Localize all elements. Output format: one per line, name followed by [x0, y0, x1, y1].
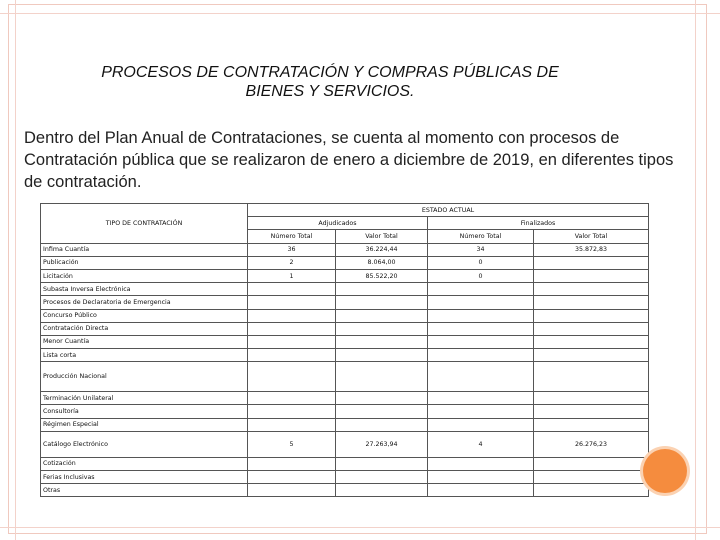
cell-adjudicados-numero: [248, 309, 336, 322]
cell-finalizados-numero: [428, 471, 534, 484]
cell-finalizados-numero: [428, 349, 534, 362]
cell-tipo: Contratación Directa: [41, 322, 248, 335]
cell-finalizados-numero: 34: [428, 243, 534, 256]
table-row: [41, 431, 649, 457]
cell-finalizados-numero: [428, 405, 534, 418]
table-row: [41, 283, 649, 296]
cell-tipo: Cotización: [41, 457, 248, 470]
table-row: [41, 405, 649, 418]
cell-finalizados-numero: 4: [428, 431, 534, 457]
cell-tipo: Menor Cuantía: [41, 335, 248, 348]
cell-finalizados-numero: 0: [428, 269, 534, 282]
cell-adjudicados-valor: [336, 283, 428, 296]
cell-finalizados-numero: [428, 322, 534, 335]
col-valor-adjudicados: Valor Total: [336, 230, 428, 243]
cell-adjudicados-numero: [248, 335, 336, 348]
cell-adjudicados-numero: [248, 362, 336, 392]
contracting-table: [40, 203, 649, 497]
page-title-line2: BIENES Y SERVICIOS.: [245, 83, 415, 100]
cell-adjudicados-numero: [248, 283, 336, 296]
cell-tipo: Procesos de Declaratoria de Emergencia: [41, 296, 248, 309]
cell-finalizados-numero: [428, 457, 534, 470]
cell-adjudicados-numero: [248, 392, 336, 405]
cell-adjudicados-numero: [248, 405, 336, 418]
cell-adjudicados-numero: [248, 296, 336, 309]
cell-finalizados-valor: [534, 457, 649, 470]
cell-tipo: Otras: [41, 484, 248, 497]
cell-adjudicados-valor: [336, 405, 428, 418]
header-tipo: TIPO DE CONTRATACIÓN: [41, 204, 248, 244]
cell-adjudicados-valor: [336, 309, 428, 322]
cell-finalizados-valor: [534, 471, 649, 484]
cell-tipo: Licitación: [41, 269, 248, 282]
cell-finalizados-valor: 35.872,83: [534, 243, 649, 256]
cell-tipo: Terminación Unilateral: [41, 392, 248, 405]
table-row: [41, 484, 649, 497]
cell-tipo: Concurso Público: [41, 309, 248, 322]
cell-adjudicados-valor: [336, 362, 428, 392]
table-row: [41, 392, 649, 405]
cell-adjudicados-numero: [248, 349, 336, 362]
frame-rule-top: [0, 13, 720, 14]
cell-finalizados-valor: [534, 335, 649, 348]
table-row: [41, 335, 649, 348]
cell-tipo: Producción Nacional: [41, 362, 248, 392]
cell-tipo: Catálogo Electrónico: [41, 431, 248, 457]
cell-finalizados-valor: [534, 405, 649, 418]
cell-adjudicados-numero: 5: [248, 431, 336, 457]
cell-finalizados-numero: [428, 309, 534, 322]
table-row: [41, 256, 649, 269]
cell-finalizados-numero: [428, 362, 534, 392]
cell-finalizados-numero: 0: [428, 256, 534, 269]
cell-finalizados-numero: [428, 335, 534, 348]
cell-adjudicados-valor: [336, 457, 428, 470]
cell-tipo: Ferias Inclusivas: [41, 471, 248, 484]
table-body: [41, 243, 649, 497]
page-title-line1: PROCESOS DE CONTRATACIÓN Y COMPRAS PÚBLICAS DE: [101, 64, 559, 81]
cell-adjudicados-valor: [336, 392, 428, 405]
cell-adjudicados-valor: [336, 335, 428, 348]
cell-finalizados-valor: [534, 283, 649, 296]
col-numero-adjudicados: Número Total: [248, 230, 336, 243]
cell-adjudicados-numero: [248, 471, 336, 484]
table-row: [41, 471, 649, 484]
cell-finalizados-numero: [428, 392, 534, 405]
header-adjudicados: Adjudicados: [248, 217, 428, 230]
cell-finalizados-valor: [534, 484, 649, 497]
page-title: [40, 63, 620, 101]
cell-tipo: Lista corta: [41, 349, 248, 362]
cell-finalizados-numero: [428, 418, 534, 431]
cell-tipo: Consultoría: [41, 405, 248, 418]
cell-finalizados-valor: [534, 256, 649, 269]
cell-adjudicados-valor: 27.263,94: [336, 431, 428, 457]
cell-finalizados-valor: [534, 296, 649, 309]
cell-finalizados-numero: [428, 283, 534, 296]
table-row: [41, 309, 649, 322]
cell-adjudicados-numero: [248, 418, 336, 431]
table-row: [41, 269, 649, 282]
cell-adjudicados-numero: 1: [248, 269, 336, 282]
cell-adjudicados-valor: [336, 484, 428, 497]
table-row: [41, 322, 649, 335]
cell-finalizados-valor: [534, 322, 649, 335]
decorative-circle: [643, 449, 687, 493]
cell-adjudicados-valor: [336, 322, 428, 335]
intro-paragraph: Dentro del Plan Anual de Contrataciones, se cuenta al momento con procesos de Contratación pública que se realizaron de enero a diciembre de 2019, en diferentes tipos de contratación.: [24, 129, 674, 191]
cell-adjudicados-valor: [336, 349, 428, 362]
cell-adjudicados-valor: 36.224,44: [336, 243, 428, 256]
cell-tipo: Publicación: [41, 256, 248, 269]
cell-tipo: Subasta Inversa Electrónica: [41, 283, 248, 296]
cell-adjudicados-numero: [248, 457, 336, 470]
cell-tipo: Infima Cuantía: [41, 243, 248, 256]
cell-adjudicados-valor: [336, 418, 428, 431]
cell-adjudicados-numero: 36: [248, 243, 336, 256]
cell-adjudicados-valor: 85.522,20: [336, 269, 428, 282]
cell-finalizados-valor: 26.276,23: [534, 431, 649, 457]
cell-tipo: Régimen Especial: [41, 418, 248, 431]
frame-rule-right: [695, 0, 696, 540]
frame-rule-left: [15, 0, 16, 540]
table-row: [41, 243, 649, 256]
frame-rule-bottom: [0, 527, 720, 528]
cell-finalizados-valor: [534, 418, 649, 431]
cell-adjudicados-numero: 2: [248, 256, 336, 269]
cell-adjudicados-numero: [248, 484, 336, 497]
col-valor-finalizados: Valor Total: [534, 230, 649, 243]
cell-finalizados-numero: [428, 296, 534, 309]
header-finalizados: Finalizados: [428, 217, 649, 230]
cell-finalizados-valor: [534, 269, 649, 282]
cell-adjudicados-valor: [336, 296, 428, 309]
cell-finalizados-valor: [534, 392, 649, 405]
table-row: [41, 349, 649, 362]
cell-finalizados-valor: [534, 309, 649, 322]
cell-adjudicados-valor: 8.064,00: [336, 256, 428, 269]
table-row: [41, 296, 649, 309]
cell-finalizados-numero: [428, 484, 534, 497]
table-row: [41, 362, 649, 392]
cell-finalizados-valor: [534, 362, 649, 392]
table-row: [41, 457, 649, 470]
cell-adjudicados-numero: [248, 322, 336, 335]
header-estado: ESTADO ACTUAL: [248, 204, 649, 217]
table-row: [41, 418, 649, 431]
cell-finalizados-valor: [534, 349, 649, 362]
cell-adjudicados-valor: [336, 471, 428, 484]
col-numero-finalizados: Número Total: [428, 230, 534, 243]
